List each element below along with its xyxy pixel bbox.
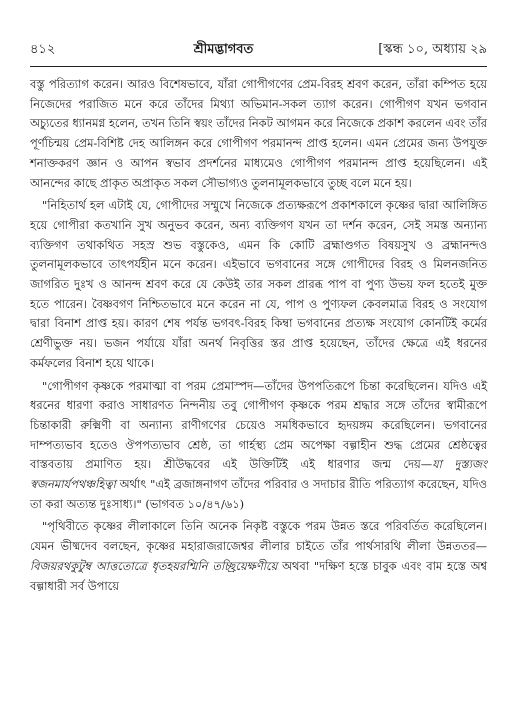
paragraph-text: "পৃথিবীতে কৃষ্ণের লীলাকালে তিনি অনেক নিকৃষ্ট বস্তুকে পরম উন্নত স্তরে পরিবর্তিত করেছিলেন। যেমন ভীষ্মদেব বলছেন, কৃষ্ণের মহারাজরাজেশ্বর লীলার চাইতে তাঁর পার্থসারথি লীলা উন্নততর—: [30, 519, 487, 554]
page-number: ৪১২: [30, 42, 56, 57]
paragraph-text: অথবা "দক্ষিণ হস্তে চাবুক এবং বাম হস্তে অশ্ব বল্গাধারী সর্ব উপায়ে: [30, 558, 487, 593]
sanskrit-quote: যা দুস্ত্যজং স্বজনমার্যপথঞ্চহিত্বা: [30, 457, 487, 492]
sanskrit-quote: বিজয়রথকুটুম্ব আত্ততোত্রে ধৃতহয়রশ্মিনি তচ্ছ্রিয়েক্ষণীয়ে: [30, 558, 278, 573]
paragraph: [30, 196, 487, 373]
chapter-reference: [স্কন্ধ ১০, অধ্যায় ২৯: [378, 42, 487, 57]
paragraph: [30, 517, 487, 596]
running-header: [30, 40, 487, 67]
book-title: শ্রীমদ্ভাগবত: [193, 42, 254, 57]
paragraph-text: "নিহিতার্থ হল এটাই যে, গোপীদের সম্মুখে নিজেকে প্রত্যক্ষরূপে প্রকাশকালে কৃষ্ণের দ্বারা আলিঙ্গিত হয়ে গোপীরা কতখানি সুখ অনুভব করেন, অন্য ব্যক্তিগণ যখন তা দর্শন করেন, সেই সমস্ত অন্যান্য ব্যক্তিগণ তথাকথিত সহস্র শুভ বস্তুকেও, এমন কি কোটি ব্রহ্মাণ্ডগত বিষয়সুখ ও ব্রহ্মানন্দও তুলনামূলকভাবে তাৎপর্যহীন মনে করেন। এইভাবে ভগবানের সঙ্গে গোপীদের বিরহ ও মিলনজনিত জাগরিত দুঃখ ও আনন্দ শ্রবণ করে যে কেউই তার সকল প্রারব্ধ পাপ বা পুণ্য উভয় ফল হতেই মুক্ত হতে পারেন। বৈষ্ণবগণ নিশ্চিতভাবে মনে করেন না যে, পাপ ও পুণ্যফল কেবলমাত্র বিরহ ও সংযোগ দ্বারা বিনাশ প্রাপ্ত হয়। কারণ শেষ পর্যন্ত ভগবৎ-বিরহ কিম্বা ভগবানের প্রত্যক্ষ সংযোগ কোনটিই কর্মের শ্রেণীভুক্ত নয়। ভজন পর্যায়ে যাঁরা অনর্থ নিবৃত্তির স্তর প্রাপ্ত হয়েছেন, তাঁদের ক্ষেত্রে এই ধরনের কর্মফলের বিনাশ হয়ে থাকে।: [30, 198, 487, 370]
paragraph-text: অর্থাৎ "এই ব্রজাঙ্গনাগণ তাঁদের পরিবার ও সদাচার রীতি পরিত্যাগ করেছেন, যদিও তা করা অত্যন্ত দুঃসাধ্য।" (ভাগবত ১০/৪৭/৬১): [30, 477, 487, 511]
paragraph: [30, 75, 487, 193]
paragraph-text: "গোপীগণ কৃষ্ণকে পরমাত্মা বা পরম প্রেমাস্পদ—তাঁদের উপপতিরূপে চিন্তা করেছিলেন। যদিও এই ধরনের ধারণা করাও সাধারণত নিন্দনীয় তবু গোপীগণ কৃষ্ণকে পরম শ্রদ্ধার সঙ্গে তাঁদের স্বামীরূপে চিন্তাকারী রুক্মিণী বা অন্যান্য রাণীগণের চেয়েও সমধিকভাবে হৃদয়ঙ্গম করেছিলেন। ভগবানের দাম্পত্যভাব হতেও ঔপপত্যভাব শ্রেষ্ঠ, তা গার্হস্থ্য প্রেম অপেক্ষা বল্গাহীন শুদ্ধ প্রেমের শ্রেষ্ঠত্বের বাস্তবতায় প্রমাণিত হয়। শ্রীউদ্ধবের এই উক্তিটিই এই ধারণার জন্ম দেয়—: [30, 378, 487, 472]
page-body: [30, 75, 487, 596]
paragraph-text: বস্তু পরিত্যাগ করেন। আরও বিশেষভাবে, যাঁরা গোপীগণের প্রেম-বিরহ শ্রবণ করেন, তাঁরা কম্পিত হয়ে নিজেদের পরাজিত মনে করে তাঁদের মিথ্যা অভিমান-সকল ত্যাগ করেন। গোপীগণ যখন ভগবান অচ্যুতের ধ্যানমগ্ন হলেন, তখন তিনি স্বয়ং তাঁদের নিকট আগমন করে নিজেকে প্রকাশ করলেন এবং তাঁর পূর্ণচিন্ময় প্রেম-বিশিষ্ট দেহ আলিঙ্গন করে গোপীগণ পরমানন্দ প্রাপ্ত হলেন। এমন প্রেমের জন্য উপযুক্ত শনাক্তকরণ জ্ঞান ও আপন স্বভাব প্রদর্শনের মাধ্যমেও গোপীগণ পরমানন্দ প্রাপ্ত হয়েছিলেন। এই আনন্দের কাছে প্রাকৃত অপ্রাকৃত সকল সৌভাগ্যও তুলনামূলকভাবে তুচ্ছ বলে মনে হয়।: [30, 77, 487, 190]
paragraph: [30, 377, 487, 515]
